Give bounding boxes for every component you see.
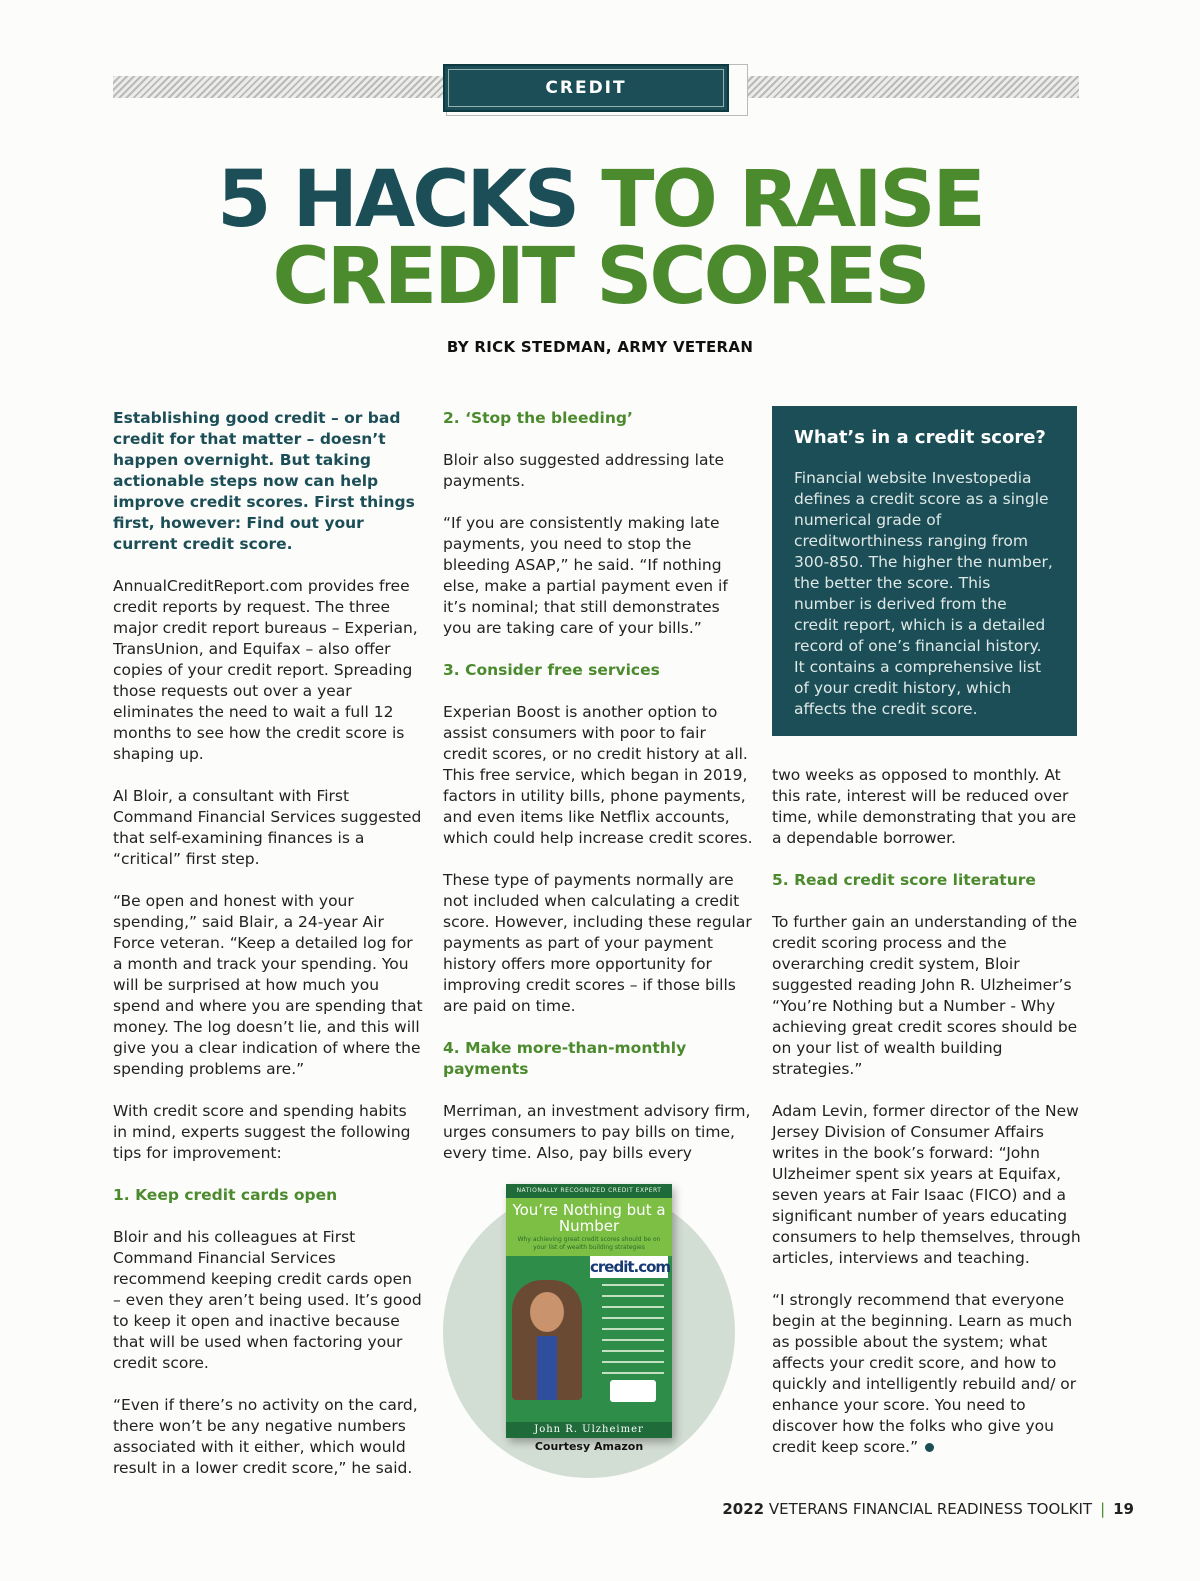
footer-separator: | — [1100, 1500, 1106, 1518]
section-tag — [443, 64, 729, 112]
paragraph: These type of payments normally are not included when calculating a credit score. However, including these regular payments as part of your payment history offers more opportunity for improving credit scores – if those bills are paid on time. — [443, 871, 752, 1015]
subheading-1: 1. Keep credit cards open — [113, 1186, 338, 1204]
footer-title: VETERANS FINANCIAL READINESS TOOLKIT — [768, 1500, 1093, 1518]
subheading-4: 4. Make more-than-monthly payments — [443, 1039, 687, 1078]
byline: BY RICK STEDMAN, ARMY VETERAN — [446, 338, 754, 356]
lead-paragraph: Establishing good credit – or bad credit for that matter – doesn’t happen overnight. But taking actionable steps now can help improve credit scores. First things first, however: Find out your current credit score. — [113, 409, 415, 553]
paragraph: To further gain an understanding of the credit scoring process and the overarching credit system, Bloir suggested reading John R. Ulzheimer’s “You’re Nothing but a Number - Why achieving great credit scores should be on your list of wealth building strategies.” — [772, 913, 1078, 1078]
paragraph: With credit score and spending habits in mind, experts suggest the following tips for improvement: — [113, 1102, 411, 1162]
column-3 — [772, 765, 1082, 1479]
paragraph: Experian Boost is another option to assist consumers with poor to fair credit scores, or no credit history at all. This free service, which began in 2019, factors in utility bills, phone payments, and even items like Netflix accounts, which could help increase credit scores. — [443, 703, 753, 847]
author-photo — [512, 1280, 582, 1400]
footer-year: 2022 — [722, 1500, 765, 1518]
paragraph: Al Bloir, a consultant with First Command Financial Services suggested that self-examining finances is a “critical” first step. — [113, 787, 422, 868]
footer-publication — [722, 1500, 1092, 1518]
column-2 — [443, 408, 753, 1185]
paragraph: Bloir and his colleagues at First Command Financial Services recommend keeping credit cards open – even they aren’t being used. It’s good to keep it open and inactive because that will be used when factoring your credit score. — [113, 1228, 422, 1372]
book-badge-icon — [610, 1380, 656, 1402]
subheading-5: 5. Read credit score literature — [772, 871, 1036, 889]
paragraph: “Be open and honest with your spending,” said Blair, a 24-year Air Force veteran. “Keep a detailed log for a month and track your spending. You will be surprised at how much you spend and where you are spending that money. The log doesn’t lie, and this will give you a clear indication of where the spending problems are.” — [113, 892, 423, 1078]
paragraph: two weeks as opposed to monthly. At this rate, interest will be reduced over time, while demonstrating that you are a dependable borrower. — [772, 766, 1077, 847]
paragraph: “Even if there’s no activity on the card, there won’t be any negative numbers associated with it either, which would result in a lower credit score,” he said. — [113, 1396, 418, 1477]
image-caption: Courtesy Amazon — [534, 1440, 644, 1453]
subheading-2: 2. ‘Stop the bleeding’ — [443, 409, 633, 427]
sidebar-body: Financial website Investopedia defines a credit score as a single numerical grade of creditworthiness ranging from 300-850. The higher the number, the better the score. This number is derived from the credit report, which is a detailed record of one’s financial history. It contains a comprehensive list of your credit history, which affects the credit score. — [794, 469, 1053, 718]
subheading-3: 3. Consider free services — [443, 661, 660, 679]
closing-text: “I strongly recommend that everyone begin at the beginning. Learn as much as possible about the system; what affects your credit score, and how to quickly and intelligently rebuild and/ or enhance your score. You need to discover how the folks who give you credit keep score.” — [772, 1291, 1077, 1456]
column-1 — [113, 408, 423, 1500]
paragraph: Bloir also suggested addressing late payments. — [443, 451, 725, 490]
book-subtitle: Why achieving great credit scores should be on your list of wealth building strategies — [506, 1236, 672, 1256]
page-number: 19 — [1113, 1500, 1134, 1518]
paragraph: AnnualCreditReport.com provides free credit reports by request. The three major credit report bureaus – Experian, TransUnion, and Equifax – also offer copies of your credit report. Spreading those requests out over a year eliminates the need to wait a full 12 months to see how the credit score is shaping up. — [113, 577, 418, 763]
book-top-band: NATIONALLY RECOGNIZED CREDIT EXPERT — [506, 1184, 672, 1198]
header-hatch-right — [747, 76, 1079, 98]
article-title-line-1 — [0, 155, 1200, 245]
closing-paragraph — [772, 1290, 1082, 1458]
article-title-line-2: CREDIT SCORES — [272, 232, 928, 322]
sidebar-box — [772, 406, 1077, 736]
sidebar-title: What’s in a credit score? — [794, 427, 1046, 448]
book-headline: You’re Nothing but a Number — [506, 1198, 672, 1236]
paragraph: Adam Levin, former director of the New Jersey Division of Consumer Affairs writes in the book’s forward: “John Ulzheimer spent six years at Equifax, seven years at Fair Isaac (FICO) and a significant number of years educating consumers to help themselves, through articles, interviews and teaching. — [772, 1102, 1081, 1267]
paragraph: “If you are consistently making late payments, you need to stop the bleeding ASAP,” he said. “If nothing else, make a partial payment even if it’s nominal; that still demonstrates you are taking care of your bills.” — [443, 514, 728, 637]
page-footer — [722, 1500, 1134, 1518]
section-tag-label: CREDIT — [545, 78, 627, 98]
end-mark-icon — [925, 1443, 934, 1452]
header-hatch-left — [113, 76, 446, 98]
paragraph: Merriman, an investment advisory firm, urges consumers to pay bills on time, every time. Also, pay bills every — [443, 1102, 751, 1162]
title-green-part: TO RAISE — [601, 155, 983, 245]
book-bullet-list — [602, 1284, 664, 1376]
book-cover-image — [506, 1184, 672, 1438]
book-logo: credit.com — [590, 1258, 671, 1276]
book-author-name: John R. Ulzheimer — [506, 1422, 672, 1438]
title-dark-part: 5 HACKS — [217, 155, 578, 245]
